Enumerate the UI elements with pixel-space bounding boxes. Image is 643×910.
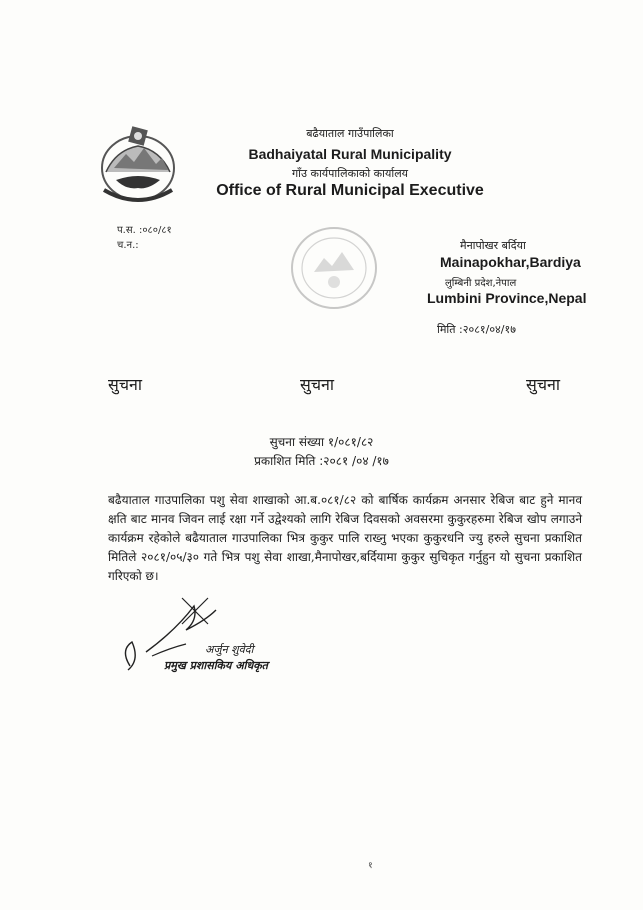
place-en: Mainapokhar,Bardiya (440, 254, 581, 270)
signatory-title: प्रमुख प्रशासकिय अधिकृत (164, 659, 268, 672)
nepal-emblem-icon (96, 120, 180, 208)
notice-body: बढैयाताल गाउपालिका पशु सेवा शाखाको आ.ब.०८१/८२ को बार्षिक कार्यक्रम अनसार रेबिज बाट हुने मानव क्षति बाट मानव जिवन लाई रक्षा गर्ने उद्वेश्यको लागि रेबिज दिवसको अवसरमा कुकुरहरुमा रेबिज खोप लगाउने कार्यक्रम रहेकोले बढैयाताल गाउपालिका भित्र कुकुर पालि राख्नु भएका कुकुरधनि ज्यु हरुले सुचना प्रकाशित मितिले २०८१/०५/३० गते भित्र पशु सेवा शाखा,मैनापोखर,बर्दियामा कुकुर सुचिकृत गर्नुहुन यो सुचना प्रकाशित गरिएको छ। (108, 493, 582, 583)
office-name-en: Office of Rural Municipal Executive (216, 182, 484, 199)
province-np: लुम्बिनी प्रदेश,नेपाल (445, 278, 517, 289)
office-name-np: गाँउ कार्यपालिकाको कार्यालय (291, 167, 409, 180)
place-np: मैनापोखर बर्दिया (460, 239, 526, 252)
page-number: १ (368, 861, 373, 871)
municipality-name-np: बढैयाताल गाउँपालिका (306, 127, 394, 140)
publish-date: प्रकाशित मिति :२०८१ /०४ /१७ (254, 454, 389, 468)
municipality-name-en: Badhaiyatal Rural Municipality (248, 146, 452, 162)
dispatch-number: च.न.: (117, 240, 139, 251)
reference-number: प.स. :०८०/८१ (117, 225, 172, 236)
notice-number: सुचना संख्या १/०८१/८२ (269, 435, 374, 449)
notice-word-left: सुचना (108, 375, 143, 394)
signatory-name: अर्जुन शुवेदी (205, 643, 254, 656)
notice-word-right: सुचना (526, 375, 561, 394)
office-stamp-icon (286, 222, 382, 314)
province-en: Lumbini Province,Nepal (427, 290, 587, 306)
notice-word-center: सुचना (300, 375, 335, 394)
issue-date: मिति :२०८१/०४/१७ (437, 323, 516, 336)
